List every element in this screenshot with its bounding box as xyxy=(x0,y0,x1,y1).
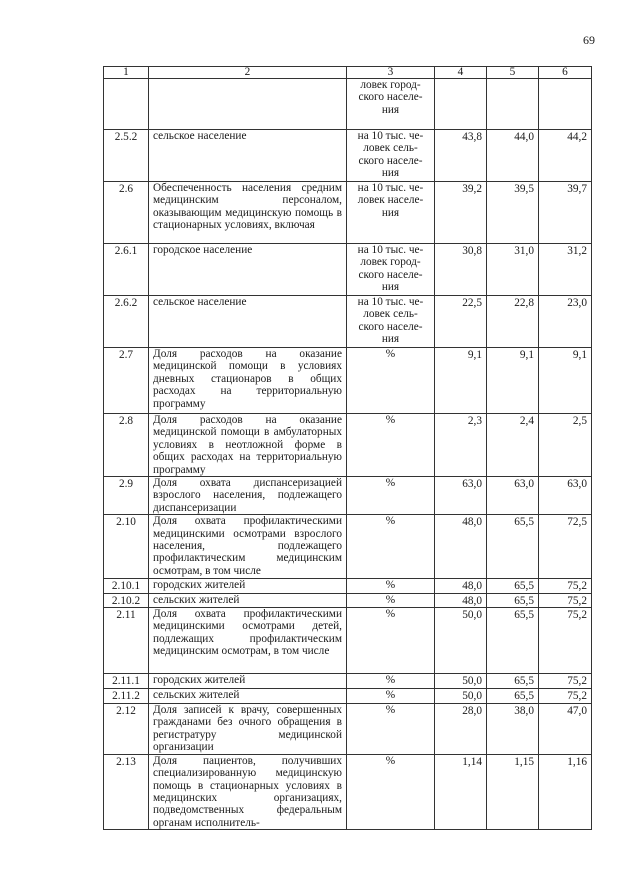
unit-of-measure: на 10 тыс. че- ловек город- ского населе- ния xyxy=(347,244,435,296)
unit-of-measure: % xyxy=(347,414,435,477)
value-col-6: 9,1 xyxy=(539,348,592,414)
column-header: 4 xyxy=(435,67,487,79)
unit-of-measure: % xyxy=(347,515,435,579)
value-col-6: 44,2 xyxy=(539,130,592,182)
table-row xyxy=(104,414,592,477)
value-col-4: 22,5 xyxy=(435,296,487,348)
unit-of-measure: на 10 тыс. че- ловек сель- ского населе- ния xyxy=(347,296,435,348)
indicator-name: Доля расходов на оказание медицинской помощи в условиях дневных стационаров в общих расходах на территориальную программу xyxy=(149,348,347,414)
row-number: 2.11.1 xyxy=(104,674,149,689)
value-col-6: 75,2 xyxy=(539,689,592,704)
column-number-row xyxy=(104,67,592,79)
unit-of-measure: % xyxy=(347,608,435,674)
value-col-4: 39,2 xyxy=(435,182,487,244)
value-col-4: 50,0 xyxy=(435,608,487,674)
value-col-5: 39,5 xyxy=(487,182,539,244)
value-col-6: 75,2 xyxy=(539,579,592,593)
unit-of-measure: на 10 тыс. че- ловек населе- ния xyxy=(347,182,435,244)
row-number: 2.10 xyxy=(104,515,149,579)
row-number: 2.13 xyxy=(104,754,149,829)
unit-of-measure: ловек город- ского населе- ния xyxy=(347,79,435,130)
table-row xyxy=(104,704,592,755)
indicator-name: городских жителей xyxy=(149,579,347,593)
table-row xyxy=(104,608,592,674)
unit-of-measure: % xyxy=(347,477,435,515)
table-row xyxy=(104,689,592,704)
unit-of-measure: % xyxy=(347,348,435,414)
value-col-4: 9,1 xyxy=(435,348,487,414)
row-number xyxy=(104,79,149,130)
value-col-5: 2,4 xyxy=(487,414,539,477)
indicator-name: сельских жителей xyxy=(149,689,347,704)
indicator-name: городских жителей xyxy=(149,674,347,689)
row-number: 2.12 xyxy=(104,704,149,755)
value-col-6: 75,2 xyxy=(539,593,592,607)
row-number: 2.6.1 xyxy=(104,244,149,296)
unit-of-measure: % xyxy=(347,754,435,829)
value-col-5: 44,0 xyxy=(487,130,539,182)
value-col-5: 65,5 xyxy=(487,674,539,689)
column-header: 1 xyxy=(104,67,149,79)
column-header: 6 xyxy=(539,67,592,79)
indicator-name: сельское население xyxy=(149,296,347,348)
indicator-name: сельских жителей xyxy=(149,593,347,607)
value-col-5: 65,5 xyxy=(487,689,539,704)
value-col-6: 75,2 xyxy=(539,608,592,674)
value-col-5: 1,15 xyxy=(487,754,539,829)
row-number: 2.6 xyxy=(104,182,149,244)
value-col-4: 28,0 xyxy=(435,704,487,755)
row-number: 2.11 xyxy=(104,608,149,674)
value-col-6: 75,2 xyxy=(539,674,592,689)
value-col-5: 65,5 xyxy=(487,579,539,593)
value-col-5: 9,1 xyxy=(487,348,539,414)
value-col-6 xyxy=(539,79,592,130)
value-col-4: 43,8 xyxy=(435,130,487,182)
indicator-name: Доля охвата профилактическими медицинскими осмотрами взрослого населения, подлежащего профилактическим медицинским осмотрам, в том числе xyxy=(149,515,347,579)
value-col-6: 47,0 xyxy=(539,704,592,755)
row-number: 2.9 xyxy=(104,477,149,515)
unit-of-measure: % xyxy=(347,689,435,704)
indicator-name: Доля расходов на оказание медицинской помощи в амбулаторных условиях в неотложной форме в общих расходах на территориальную программу xyxy=(149,414,347,477)
value-col-4: 48,0 xyxy=(435,515,487,579)
value-col-5 xyxy=(487,79,539,130)
value-col-4: 48,0 xyxy=(435,579,487,593)
row-number: 2.10.1 xyxy=(104,579,149,593)
value-col-4: 63,0 xyxy=(435,477,487,515)
column-header: 3 xyxy=(347,67,435,79)
indicator-name: Доля охвата диспансеризацией взрослого населения, подлежащего диспансеризации xyxy=(149,477,347,515)
value-col-4: 2,3 xyxy=(435,414,487,477)
value-col-5: 22,8 xyxy=(487,296,539,348)
value-col-5: 38,0 xyxy=(487,704,539,755)
value-col-4: 50,0 xyxy=(435,689,487,704)
column-header: 2 xyxy=(149,67,347,79)
table-row xyxy=(104,244,592,296)
value-col-6: 2,5 xyxy=(539,414,592,477)
table-row xyxy=(104,130,592,182)
value-col-5: 65,5 xyxy=(487,515,539,579)
indicator-name: Доля пациентов, получивших специализированную медицинскую помощь в стационарных условиях в медицинских организациях, подведомственных федеральным органам исполнитель- xyxy=(149,754,347,829)
value-col-5: 31,0 xyxy=(487,244,539,296)
value-col-4 xyxy=(435,79,487,130)
indicator-name: Доля охвата профилактическими медицинскими осмотрами детей, подлежащих профилактическим медицинским осмотрам, в том числе xyxy=(149,608,347,674)
row-number: 2.7 xyxy=(104,348,149,414)
table-row xyxy=(104,477,592,515)
value-col-4: 30,8 xyxy=(435,244,487,296)
table-row xyxy=(104,296,592,348)
value-col-5: 65,5 xyxy=(487,593,539,607)
table-row xyxy=(104,182,592,244)
table-row xyxy=(104,593,592,607)
row-number: 2.6.2 xyxy=(104,296,149,348)
value-col-6: 31,2 xyxy=(539,244,592,296)
indicator-name: Обеспеченность населения средним медицинским персоналом, оказывающим медицинскую помощь в стационарных условиях, включая xyxy=(149,182,347,244)
row-number: 2.11.2 xyxy=(104,689,149,704)
row-number: 2.5.2 xyxy=(104,130,149,182)
column-header: 5 xyxy=(487,67,539,79)
indicator-name xyxy=(149,79,347,130)
unit-of-measure: % xyxy=(347,674,435,689)
value-col-6: 39,7 xyxy=(539,182,592,244)
page-number: 69 xyxy=(583,33,595,47)
value-col-6: 23,0 xyxy=(539,296,592,348)
indicators-table xyxy=(103,66,592,830)
indicator-name: Доля записей к врачу, совершенных гражданами без очного обращения в регистратуру медицинской организации xyxy=(149,704,347,755)
table-row xyxy=(104,754,592,829)
row-number: 2.10.2 xyxy=(104,593,149,607)
unit-of-measure: на 10 тыс. че- ловек сель- ского населе- ния xyxy=(347,130,435,182)
value-col-4: 50,0 xyxy=(435,674,487,689)
value-col-6: 72,5 xyxy=(539,515,592,579)
unit-of-measure: % xyxy=(347,579,435,593)
table-row xyxy=(104,79,592,130)
indicator-name: городское население xyxy=(149,244,347,296)
value-col-4: 1,14 xyxy=(435,754,487,829)
table-row xyxy=(104,348,592,414)
value-col-5: 65,5 xyxy=(487,608,539,674)
unit-of-measure: % xyxy=(347,593,435,607)
value-col-5: 63,0 xyxy=(487,477,539,515)
indicator-name: сельское население xyxy=(149,130,347,182)
table-row xyxy=(104,674,592,689)
value-col-4: 48,0 xyxy=(435,593,487,607)
table-row xyxy=(104,515,592,579)
row-number: 2.8 xyxy=(104,414,149,477)
table-row xyxy=(104,579,592,593)
value-col-6: 63,0 xyxy=(539,477,592,515)
unit-of-measure: % xyxy=(347,704,435,755)
value-col-6: 1,16 xyxy=(539,754,592,829)
